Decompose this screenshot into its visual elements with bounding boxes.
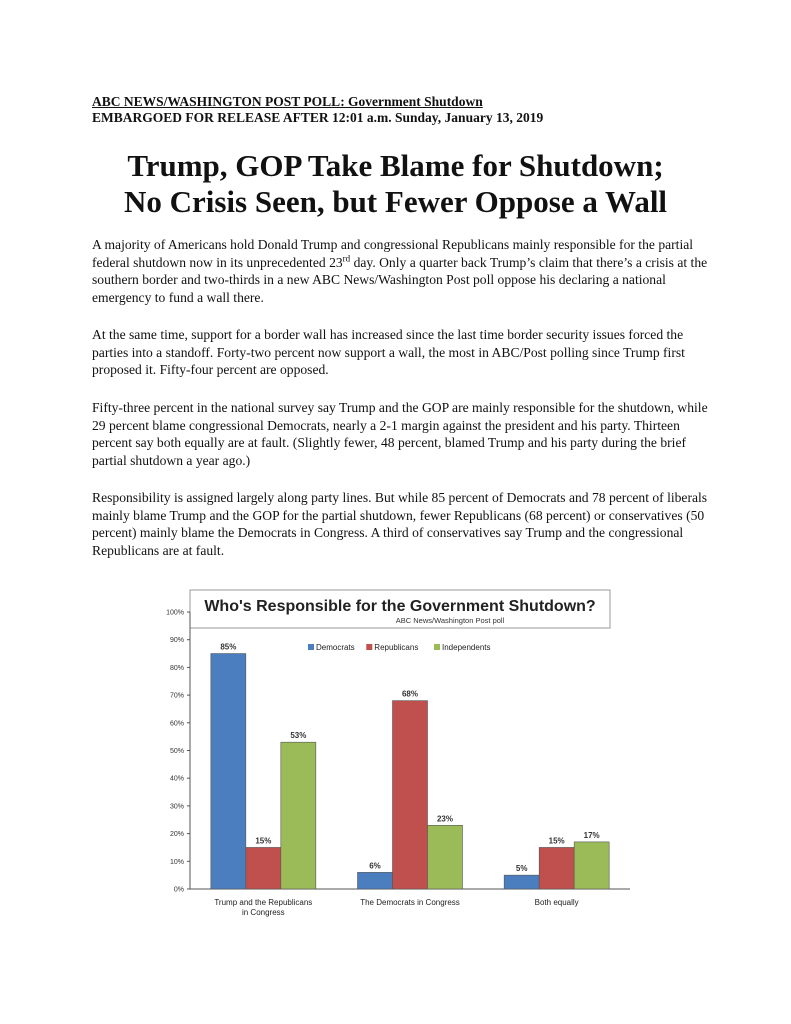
y-tick-label: 10%: [169, 858, 184, 866]
paragraph-1: [92, 236, 712, 306]
paragraph-4: Responsibility is assigned largely along party lines. But while 85 percent of Democrats and 78 percent of liberals mainly blame Trump and the GOP for the partial shutdown, fewer Republicans (68 percent) or conservatives (50 percent) mainly blame the Democrats in Congress. A third of conservatives say Trump and the congressional Republicans are at fault.: [92, 490, 708, 558]
bar: [428, 825, 463, 889]
paragraph-3: Fifty-three percent in the national survey say Trump and the GOP are mainly responsible for the shutdown, while 29 percent blame congressional Democrats, nearly a 2-1 margin against the president and his party. Thirteen percent say both equally are at fault. (Slightly fewer, 48 percent, blamed Trump and his party during the brief partial shutdown a year ago.): [92, 400, 708, 468]
bar: [211, 654, 246, 889]
y-tick-label: 60%: [169, 720, 184, 728]
bar-value-label: 85%: [220, 642, 237, 652]
y-tick-label: 20%: [169, 831, 184, 839]
legend-swatch: [434, 644, 440, 650]
bar: [246, 847, 281, 889]
y-tick-label: 40%: [169, 775, 184, 783]
bar: [358, 872, 393, 889]
category-label: in Congress: [241, 908, 285, 917]
chart-subtitle: ABC News/Washington Post poll: [395, 616, 505, 625]
embargo-notice: EMBARGOED FOR RELEASE AFTER 12:01 a.m. Sunday, January 13, 2019: [92, 110, 544, 125]
headline-line-2: No Crisis Seen, but Fewer Oppose a Wall: [123, 184, 668, 219]
bar: [504, 875, 539, 889]
y-tick-label: 30%: [169, 803, 184, 811]
legend-swatch: [308, 644, 314, 650]
bar-value-label: 17%: [583, 830, 600, 840]
legend-label: Republicans: [374, 643, 419, 652]
legend-label: Democrats: [316, 643, 355, 652]
chart-legend: [308, 643, 491, 652]
bar: [574, 842, 609, 889]
y-tick-label: 0%: [173, 886, 184, 894]
y-tick-label: 90%: [169, 637, 184, 645]
paragraph-1-text: A majority of Americans hold Donald Trump and congressional Republicans mainly responsible for the partial federal shutdown now in its unprecedented 23: [92, 237, 694, 270]
category-label: The Democrats in Congress: [360, 898, 460, 907]
bar-value-label: 23%: [436, 814, 454, 824]
x-axis-labels: [214, 898, 578, 917]
ordinal-suffix: rd: [342, 253, 351, 264]
bar-value-label: 68%: [401, 689, 419, 699]
category-label: Trump and the Republicans: [214, 898, 313, 907]
paragraph-1-text-cont: day. Only a quarter back Trump’s claim that there’s a crisis at the southern border and two-thirds in a new ABC News/Washington Post poll oppose his declaring a national emergency to fund a wall there.: [92, 254, 708, 305]
headline-line-1: Trump, GOP Take Blame for Shutdown;: [127, 148, 664, 183]
paragraph-2: At the same time, support for a border wall has increased since the last time border security issues forced the parties into a standoff. Forty-two percent now support a wall, the most in ABC/Post polling since Trump first proposed it. Fifty-four percent are opposed.: [92, 327, 685, 378]
bar: [281, 742, 316, 889]
bar: [393, 701, 428, 889]
chart-bars: [211, 643, 609, 889]
bar-value-label: 15%: [548, 836, 565, 846]
bar-value-label: 53%: [290, 731, 307, 741]
bar-value-label: 5%: [515, 864, 528, 874]
bar-value-label: 6%: [369, 861, 381, 871]
y-tick-label: 50%: [169, 748, 184, 755]
legend-swatch: [366, 644, 372, 650]
y-tick-label: 70%: [169, 692, 184, 700]
bar: [539, 847, 574, 889]
poll-title: ABC NEWS/WASHINGTON POST POLL: Government Shutdown: [92, 94, 483, 109]
y-tick-label: 100%: [166, 609, 184, 617]
shutdown-responsibility-chart: [150, 584, 650, 934]
category-label: Both equally: [534, 898, 579, 907]
bar-value-label: 15%: [255, 836, 272, 846]
legend-label: Independents: [442, 643, 491, 652]
chart-title: Who's Responsible for the Government Shutdown?: [204, 598, 596, 615]
y-tick-label: 80%: [169, 664, 184, 672]
